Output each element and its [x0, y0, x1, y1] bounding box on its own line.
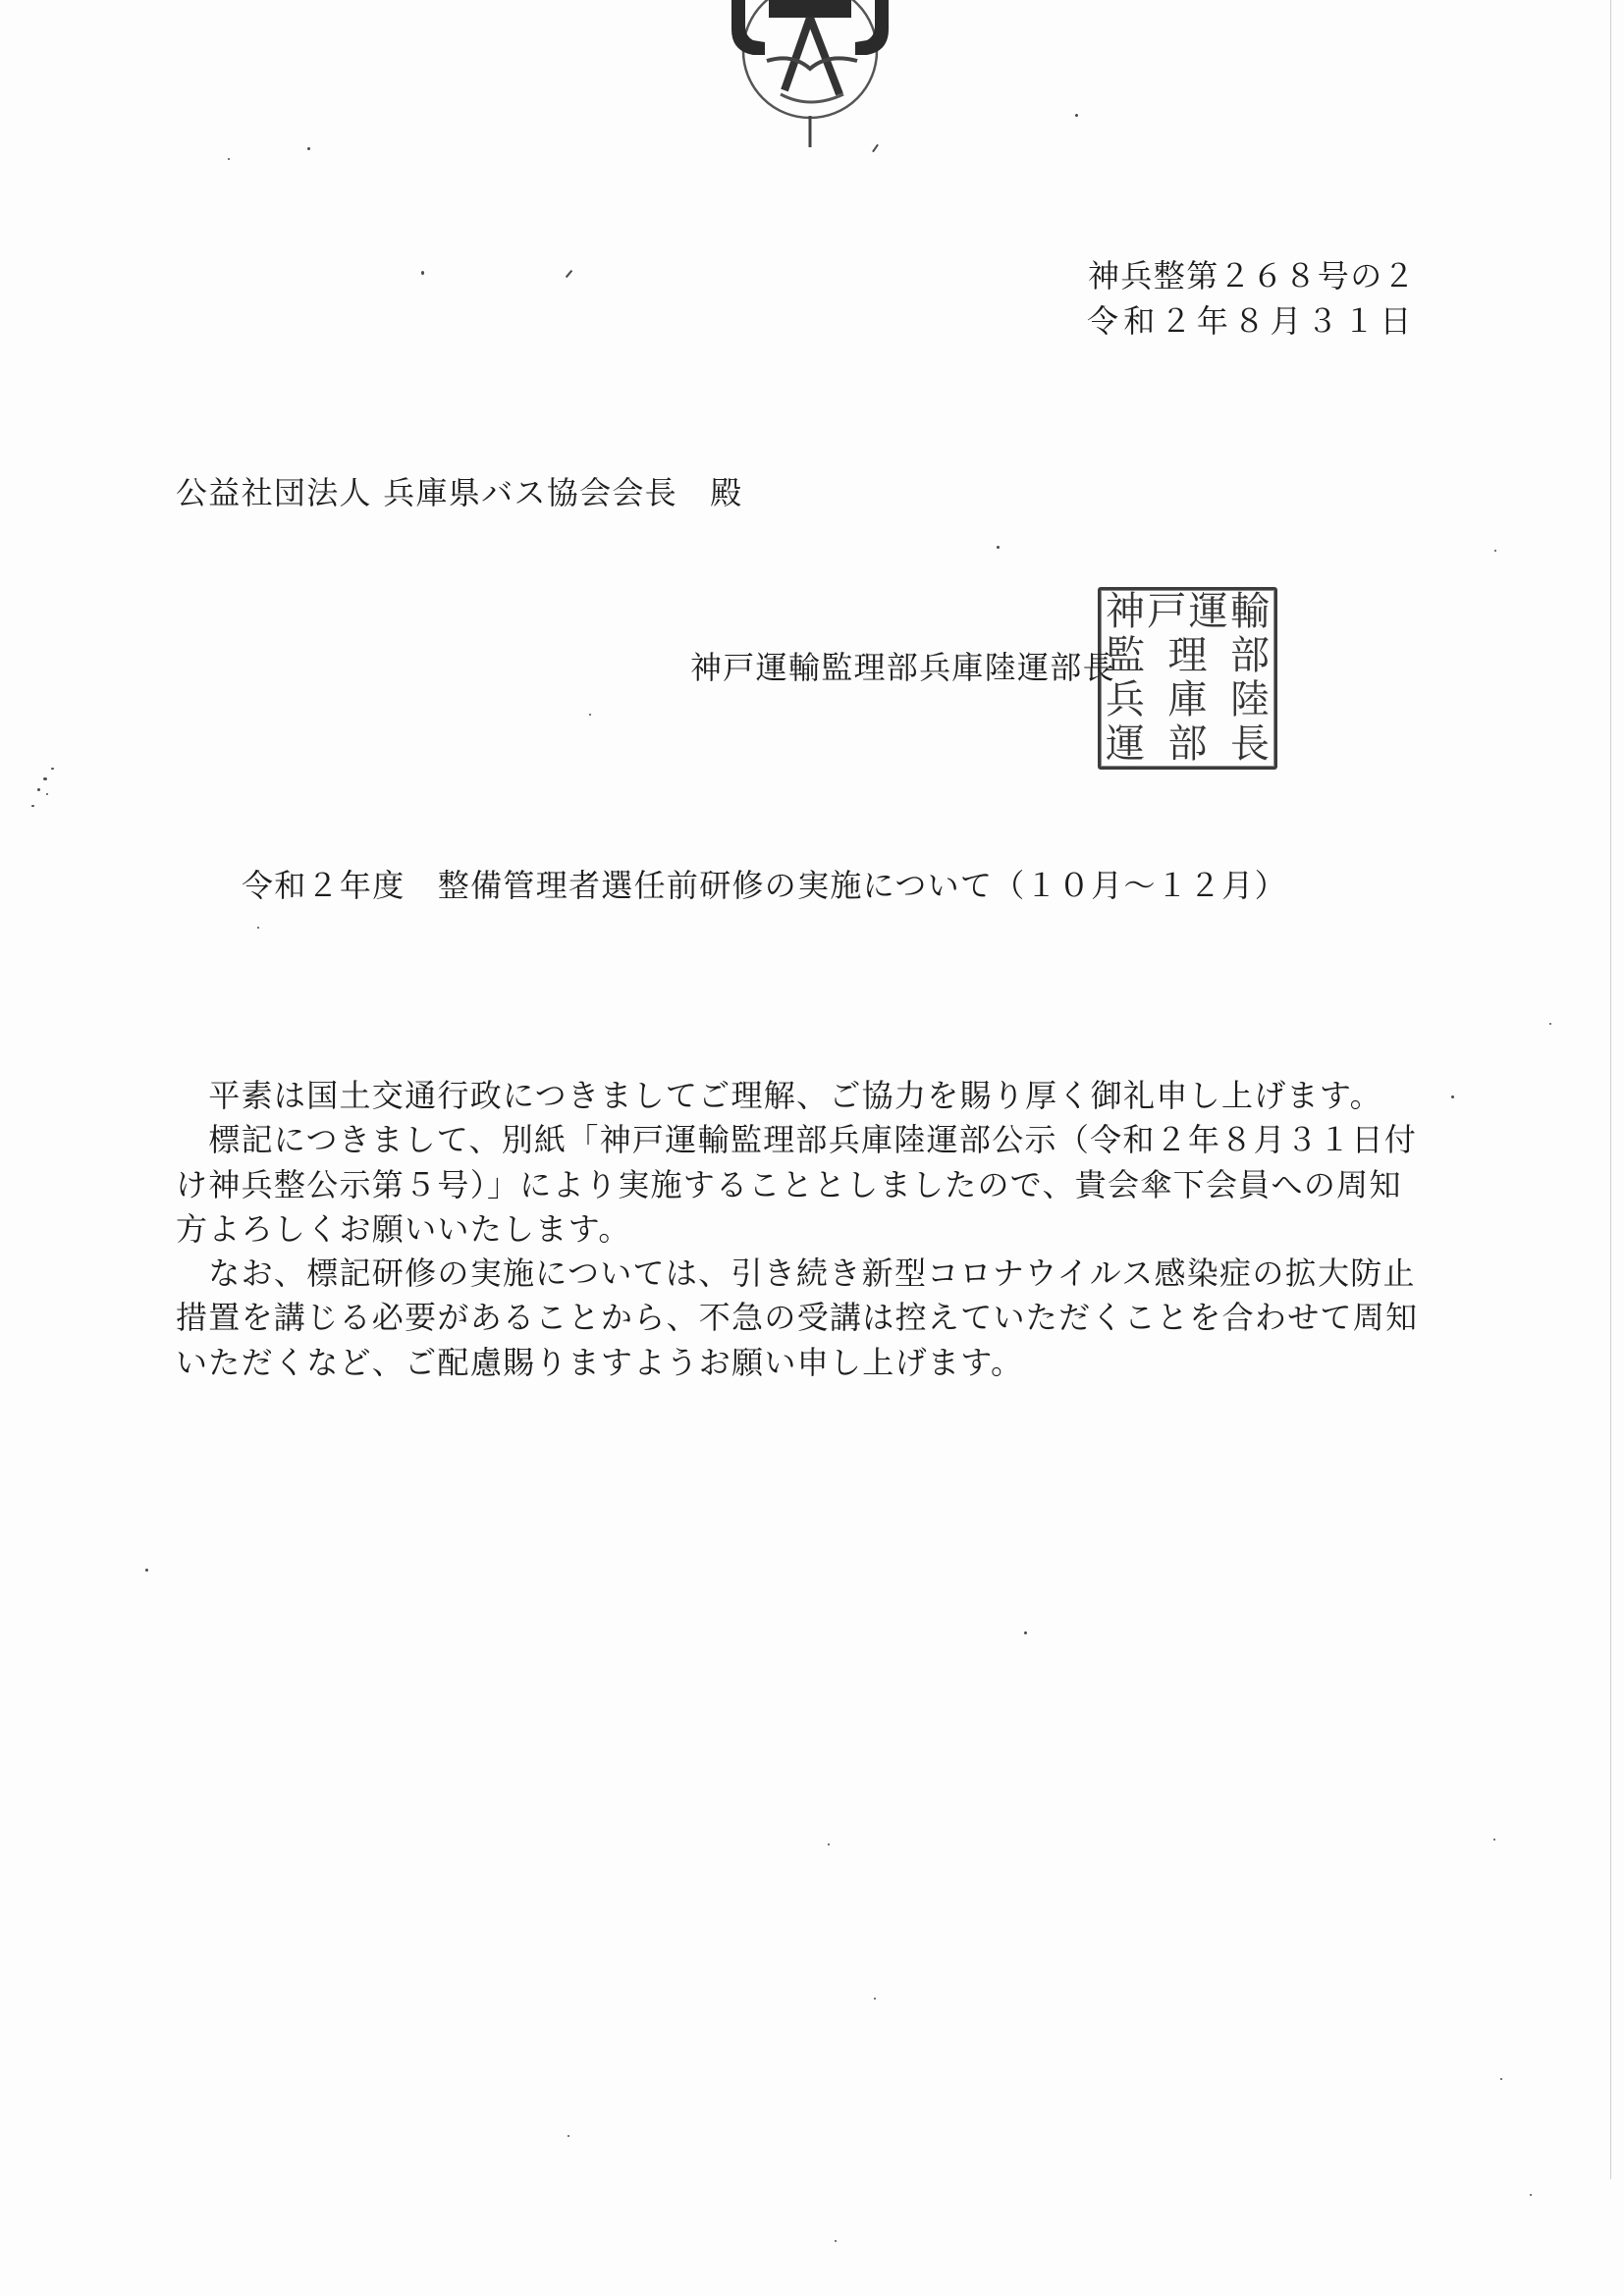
- seal-char: 理: [1167, 633, 1208, 678]
- seal-char: 輸: [1229, 589, 1270, 634]
- seal-row: [1106, 634, 1270, 678]
- document-date: 令和２年８月３１日: [1087, 302, 1417, 340]
- scan-speck: [257, 927, 259, 929]
- scan-speck: [1451, 1095, 1454, 1098]
- seal-char: 長: [1230, 721, 1270, 767]
- scan-speck: [1493, 1839, 1495, 1841]
- scan-speck: [874, 1998, 876, 2000]
- scan-speck: [568, 2135, 569, 2137]
- body-line: いただくなど、ご配慮賜りますようお願い申し上げます。: [176, 1343, 1024, 1381]
- seal-char: 部: [1230, 633, 1270, 678]
- scan-speck: [46, 793, 48, 795]
- seal-char: 監: [1106, 633, 1145, 678]
- scan-speck: [589, 714, 591, 716]
- sender-name: 神戸運輸監理部兵庫陸運部長: [690, 649, 1115, 686]
- seal-char: 戸: [1147, 589, 1187, 634]
- seal-char: 部: [1167, 721, 1208, 767]
- document-title: 令和２年度 整備管理者選任前研修の実施について（１０月～１２月）: [242, 867, 1287, 904]
- body-line: 方よろしくお願いいたします。: [176, 1209, 631, 1248]
- scan-speck: [1530, 2194, 1532, 2196]
- seal-char: 運: [1106, 721, 1145, 767]
- seal-char: 神: [1106, 589, 1145, 634]
- seal-row: [1106, 590, 1270, 634]
- body-text: [176, 1074, 1418, 1385]
- reference-number: 神兵整第２６８号の２: [1088, 257, 1417, 294]
- seal-char: 陸: [1230, 677, 1270, 722]
- scan-speck: [51, 768, 54, 770]
- scan-speck: [1075, 114, 1078, 117]
- seal-char: 兵: [1106, 677, 1145, 722]
- scan-speck: [1494, 550, 1496, 552]
- seal-row: [1106, 722, 1270, 767]
- body-line: なお、標記研修の実施については、引き続き新型コロナウイルス感染症の拡大防止: [176, 1255, 1416, 1293]
- scan-speck: [37, 788, 40, 791]
- body-line: 措置を講じる必要があることから、不急の受講は控えていただくことを合わせて周知: [176, 1299, 1419, 1337]
- scan-speck: [31, 805, 34, 807]
- seal-char: 庫: [1167, 677, 1208, 722]
- seal-row: [1106, 678, 1270, 722]
- scan-edge-line: [1610, 0, 1611, 2179]
- body-line: 標記につきまして、別紙「神戸運輸監理部兵庫陸運部公示（令和２年８月３１日付: [176, 1121, 1418, 1159]
- body-line: け神兵整公示第５号）」により実施することとしましたので、貴会傘下会員への周知: [176, 1165, 1402, 1203]
- scan-speck: [835, 2240, 837, 2242]
- scan-speck: [566, 270, 572, 278]
- emblem-logo: [724, 0, 900, 157]
- scan-speck: [1549, 1023, 1551, 1025]
- scan-speck: [145, 1569, 148, 1572]
- scan-speck: [997, 546, 1000, 549]
- scan-speck: [307, 147, 310, 150]
- scan-speck: [1500, 2078, 1502, 2080]
- scan-speck: [828, 1843, 830, 1845]
- recipient-address: 公益社団法人 兵庫県バス協会会長 殿: [176, 474, 743, 511]
- scan-speck: [228, 158, 230, 160]
- scan-speck: [421, 271, 424, 275]
- scan-speck: [1024, 1631, 1027, 1634]
- seal-char: 運: [1188, 589, 1228, 634]
- scan-speck: [43, 777, 47, 780]
- official-seal: [1098, 587, 1277, 770]
- body-line: 平素は国土交通行政につきましてご理解、ご協力を賜り厚く御礼申し上げます。: [176, 1077, 1382, 1114]
